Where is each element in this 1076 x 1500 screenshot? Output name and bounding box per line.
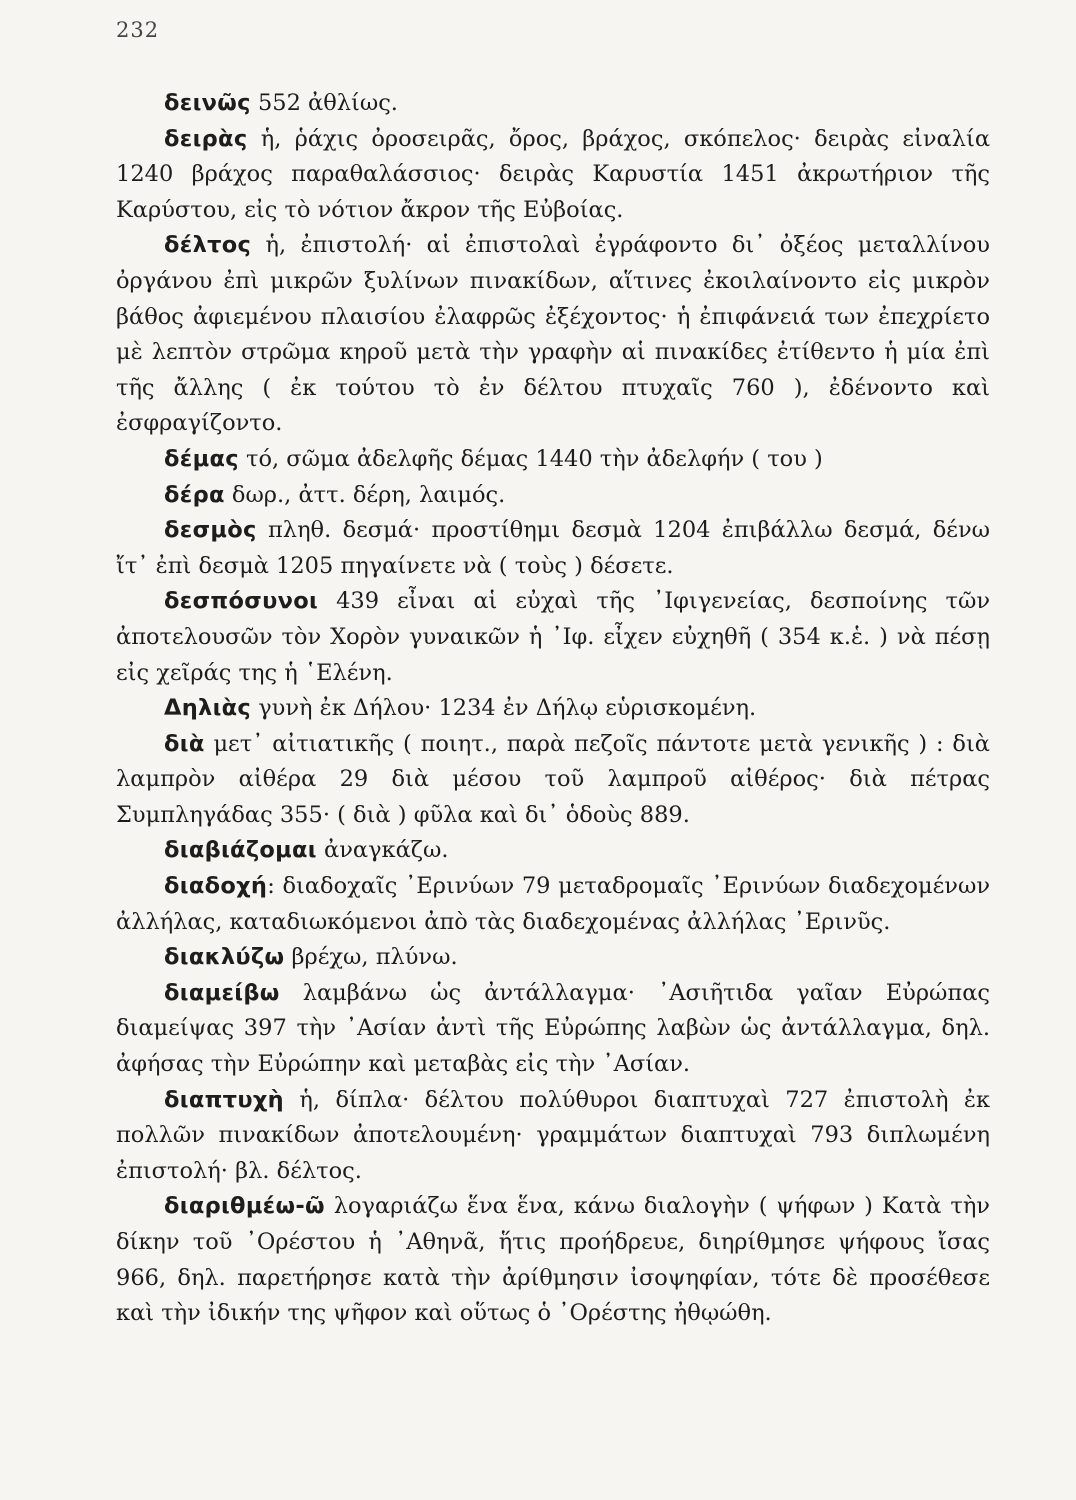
glossary-entry [116,513,990,584]
entry-text: ἡ, ῥάχις ὀροσειρᾶς, ὄρος, βράχος, σκόπελος· δειρὰς εἰναλία 1240 βράχος παραθαλάσσιος· δειρὰς Καρυστία 1451 ἀκρωτήριον τῆς Καρύστου, εἰς τὸ νότιον ἄκρον τῆς Εὐβοίας. [116,125,991,223]
page-number: 232 [116,18,160,42]
entry-headword: δεσμὸς [164,517,257,544]
entry-headword: Δηλιὰς [164,695,252,722]
glossary-entry [116,727,990,834]
glossary-entry [116,691,990,727]
glossary-entry [116,976,990,1083]
entry-text: βρέχω, πλύνω. [291,944,458,971]
entry-text: : διαδοχαῖς ᾽Ερινύων 79 μεταδρομαῖς ᾽Ερινύων διαδεχομένων ἀλλήλας, καταδιωκόμενοι ἀπὸ τὰς διαδεχομένας ἀλλήλας ᾽Ερινῦς. [116,873,990,935]
glossary-entry [116,833,990,869]
entry-text: ἀναγκάζω. [324,837,449,864]
entry-text: ἡ, ἐπιστολή· αἱ ἐπιστολαὶ ἐγράφοντο δι᾽ ὀξέος μεταλλίνου ὀργάνου ἐπὶ μικρῶν ξυλίνων πινακίδων, αἵτινες ἐκοιλαίνοντο εἰς μικρὸν βάθος ἀφιεμένου πλαισίου ἐλαφρῶς ἐξέχοντος· ἡ ἐπιφάνειά των ἐπεχρίετο μὲ λεπτὸν στρῶμα κηροῦ μετὰ τὴν γραφὴν αἱ πινακίδες ἐτίθεντο ἡ μία ἐπὶ τῆς ἄλλης ( ἐκ τούτου τὸ ἐν δέλτου πτυχαῖς 760 ), ἐδένοντο καὶ ἐσφραγίζοντο. [116,232,990,437]
glossary-entry [116,1083,990,1190]
entry-headword: δέρα [164,481,225,508]
entry-headword: διαδοχή [164,873,268,900]
entry-text: γυνὴ ἐκ Δήλου· 1234 ἐν Δήλῳ εὑρισκομένη. [258,695,757,722]
entry-text: τό, σῶμα ἀδελφῆς δέμας 1440 τὴν ἀδελφήν ( του ) [246,445,823,472]
glossary-entry [116,940,990,976]
glossary-entry [116,122,990,229]
glossary-entry [116,869,990,940]
entry-text: 439 εἶναι αἱ εὐχαὶ τῆς ᾽Ιφιγενείας, δεσποίνης τῶν ἀποτελουσῶν τὸν Χορὸν γυναικῶν ἡ ᾽Ιφ. εἶχεν εὐχηθῆ ( 354 κ.ἑ. ) νὰ πέσῃ εἰς χεῖράς της ἡ ῾Ελένη. [116,588,990,686]
entry-headword: διακλύζω [164,944,285,971]
entry-headword: δέλτος [164,232,252,259]
entry-headword: διαριθμέω-ῶ [164,1193,325,1220]
entry-text: λαμβάνω ὡς ἀντάλλαγμα· ᾽Ασιῆτιδα γαῖαν Εὐρώπας διαμείψας 397 τὴν ᾽Ασίαν ἀντὶ τῆς Εὐρώπης λαβὼν ὡς ἀντάλλαγμα, δηλ. ἀφήσας τὴν Εὐρώπην καὶ μεταβὰς εἰς τὴν ᾽Ασίαν. [116,979,990,1078]
glossary-entry [116,228,990,442]
entry-text: μετ᾽ αἰτιατικῆς ( ποιητ., παρὰ πεζοῖς πάντοτε μετὰ γενικῆς ) : διὰ λαμπρὸν αἰθέρα 29 διὰ μέσου τοῦ λαμπροῦ αἰθέρος· διὰ πέτρας Συμπληγάδας 355· ( διὰ ) φῦλα καὶ δι᾽ ὁδοὺς 889. [116,730,990,828]
entry-headword: δέμας [164,445,239,472]
entry-text: πληθ. δεσμά· προστίθημι δεσμὰ 1204 ἐπιβάλλω δεσμά, δένω ἴτ᾽ ἐπὶ δεσμὰ 1205 πηγαίνετε νὰ ( τοὺς ) δέσετε. [116,517,990,579]
glossary-text [116,86,990,1332]
glossary-entry [116,478,990,514]
glossary-entry [116,86,990,122]
entry-text: λογαριάζω ἕνα ἕνα, κάνω διαλογὴν ( ψήφων ) Κατὰ τὴν δίκην τοῦ ᾽Ορέστου ἡ ᾽Αθηνᾶ, ἥτις προήδρευε, διηρίθμησε ψήφους ἴσας 966, δηλ. παρετήρησε κατὰ τὴν ἀρίθμησιν ἰσοψηφίαν, τότε δὲ προσέθεσε καὶ τὴν ἰδικήν της ψῆφον καὶ οὕτως ὁ ᾽Ορέστης ἠθῳώθη. [116,1193,990,1327]
entry-text: δωρ., ἀττ. δέρη, λαιμός. [231,481,506,508]
glossary-entry [116,442,990,478]
entry-headword: δειρὰς [164,125,248,152]
entry-headword: διαπτυχὴ [164,1086,284,1113]
entry-text: ἡ, δίπλα· δέλτου πολύθυροι διαπτυχαὶ 727 ἐπιστολὴ ἐκ πολλῶν πινακίδων ἀποτελουμένη· γραμμάτων διαπτυχαὶ 793 διπλωμένη ἐπιστολή· βλ. δέλτος. [116,1086,991,1184]
entry-headword: διὰ [164,730,205,757]
entry-headword: διαμείβω [164,979,280,1006]
entry-headword: δεσπόσυνοι [164,588,319,615]
glossary-entry [116,1189,990,1331]
entry-text: 552 ἀθλίως. [257,90,398,116]
entry-headword: διαβιάζομαι [164,837,317,864]
entry-headword: δεινῶς [164,90,251,116]
glossary-entry [116,584,990,691]
